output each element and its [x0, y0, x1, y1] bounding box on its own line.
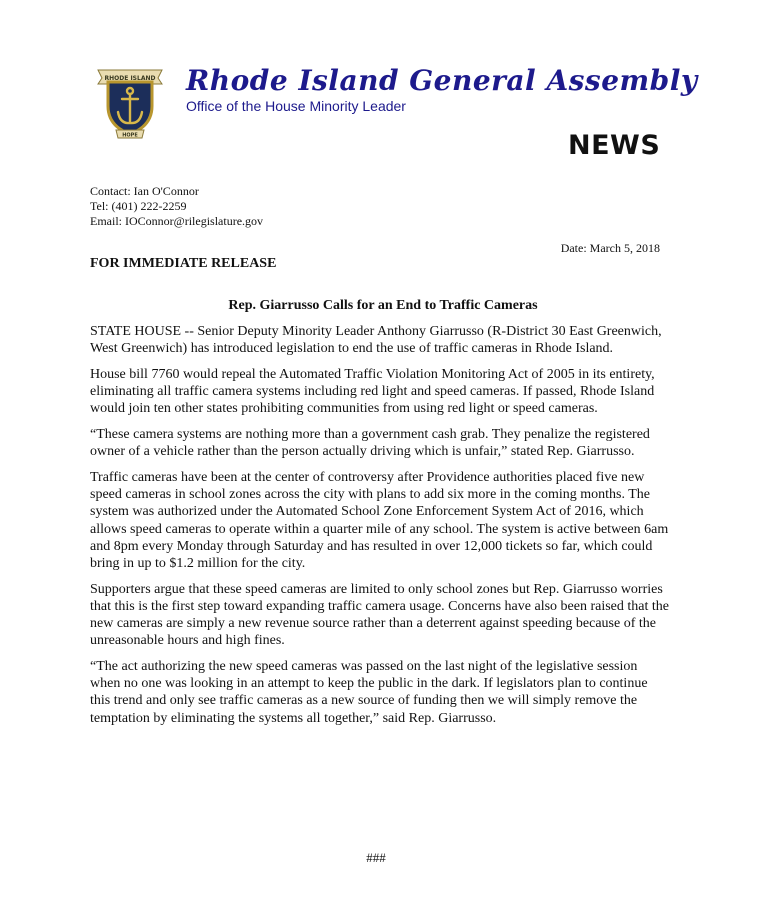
- paragraph: STATE HOUSE -- Senior Deputy Minority Leader Anthony Giarrusso (R-District 30 East Greenwich, West Greenwich) has introduced legislation to end the use of traffic cameras in Rhode Island.: [90, 324, 662, 357]
- paragraph: House bill 7760 would repeal the Automated Traffic Violation Monitoring Act of 2005 in its entirety, eliminating all traffic camera systems including red light and speed cameras. If passed, Rhode Island would join ten other states prohibiting communities from using red light or speed cameras.: [90, 366, 655, 417]
- paragraph: “The act authorizing the new speed cameras was passed on the last night of the legislative session when no one was looking in an attempt to keep the public in the dark. If legislators plan to continue this trend and only see traffic cameras as a new source of funding then we will simply remove the temptation by eliminating the systems all together,” said Rep. Giarrusso.: [90, 658, 648, 726]
- headline: Rep. Giarrusso Calls for an End to Traffic Cameras: [228, 298, 538, 313]
- contact-name: Contact: Ian O'Connor: [90, 184, 199, 198]
- end-mark: ###: [366, 850, 386, 865]
- state-seal-icon: [94, 60, 166, 140]
- paragraph: “These camera systems are nothing more than a government cash grab. They penalize the registered owner of a vehicle rather than the person actually driving which is unfair,” stated Rep. Giarrusso.: [90, 427, 650, 460]
- paragraph: Supporters argue that these speed cameras are limited to only school zones but Rep. Giarrusso worries that this is the first step toward expanding traffic camera usage. Concerns have also been raised that the new cameras are simply a new revenue source rather than a deterrent against speeding because of the unreasonable hours and high fines.: [90, 581, 669, 649]
- contact-email: Email: IOConnor@rilegislature.gov: [90, 214, 264, 228]
- release-date: Date: March 5, 2018: [560, 241, 660, 255]
- org-subtitle: Office of the House Minority Leader: [186, 98, 406, 114]
- paragraph: Traffic cameras have been at the center of controversy after Providence authorities placed five new speed cameras in school zones across the city with plans to add six more in the coming months. The system was authorized under the Automated School Zone Enforcement System Act of 2016, which allows speed cameras to operate within a quarter mile of any school. The system is active between 6am and 8pm every Monday through Saturday and has resulted in over 12,000 tickets so far, which could bring in up to $1.2 million for the city.: [90, 469, 669, 571]
- contact-block: [90, 184, 263, 229]
- org-title: Rhode Island General Assembly: [186, 64, 698, 97]
- contact-tel: Tel: (401) 222-2259: [90, 199, 187, 213]
- seal-bottom-text: HOPE: [122, 132, 138, 139]
- seal-top-text: RHODE ISLAND: [104, 75, 156, 82]
- article-body: [90, 323, 670, 735]
- news-label: NEWS: [568, 130, 661, 161]
- release-notice: FOR IMMEDIATE RELEASE: [90, 256, 277, 271]
